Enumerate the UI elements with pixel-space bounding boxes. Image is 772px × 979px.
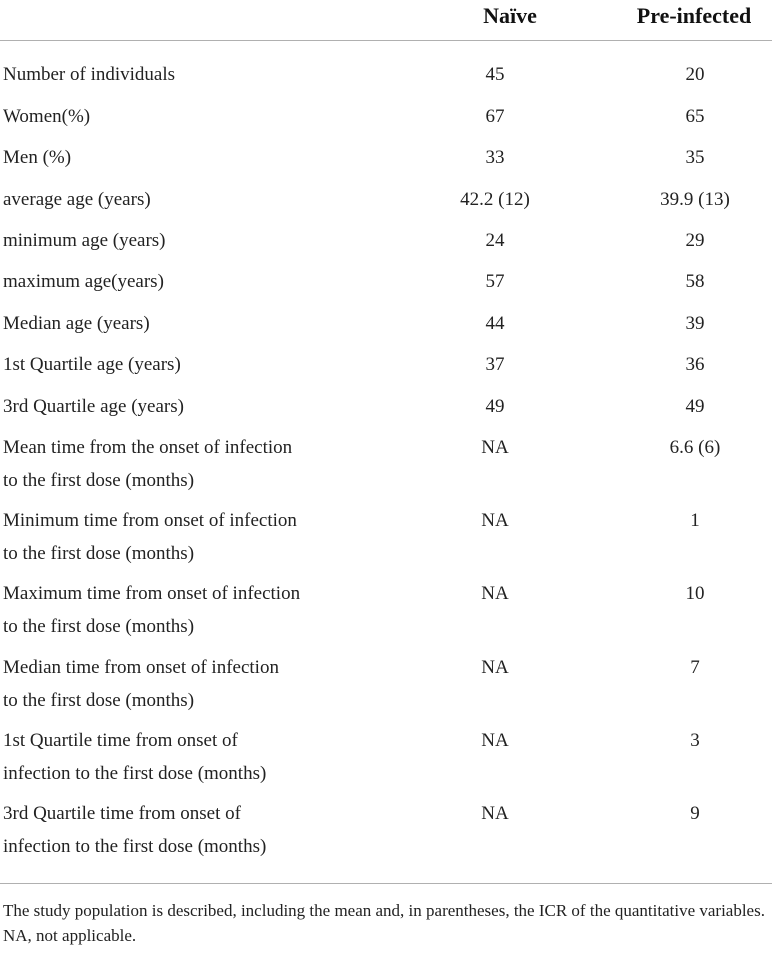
naive-value: 57 [485,271,505,292]
naive-value: NA [481,657,509,678]
naive-value: NA [481,583,509,604]
naive-value: NA [481,730,509,751]
row-label: 3rd Quartile age (years) [3,396,184,417]
pre-infected-value: 6.6 (6) [669,437,721,458]
pre-infected-value: 29 [685,230,705,251]
row-label: 1st Quartile time from onset of infection to the first dose (months) [3,730,267,784]
pre-infected-value: 39 [685,313,705,334]
pre-infected-value: 58 [685,271,705,292]
row-label: 1st Quartile age (years) [3,354,181,375]
pre-infected-value: 36 [685,354,705,375]
row-label: Mean time from the onset of infection to the first dose (months) [3,437,293,491]
naive-value: 24 [485,230,505,251]
row-label: Men (%) [3,147,72,168]
pre-infected-value: 39.9 (13) [660,189,730,210]
pre-infected-value: 65 [685,106,705,127]
row-label: Minimum time from onset of infection to the first dose (months) [3,510,297,564]
pre-infected-value: 35 [685,147,705,168]
row-label: maximum age(years) [3,271,164,292]
column-header-naive: Naïve [483,3,537,28]
pre-infected-value: 9 [690,803,700,824]
naive-value: 45 [485,64,505,85]
pre-infected-value: 49 [685,396,705,417]
naive-value: 42.2 (12) [460,189,530,210]
pre-infected-value: 10 [685,583,705,604]
footer-divider [0,883,772,884]
naive-value: NA [481,803,509,824]
footnote-description: The study population is described, including the mean and, in parentheses, the ICR of the quantitative variables. [3,901,765,920]
naive-value: 49 [485,396,505,417]
footnote-abbreviation: NA, not applicable. [3,926,137,945]
row-label: minimum age (years) [3,230,166,251]
row-label: Median age (years) [3,313,150,334]
naive-value: NA [481,510,509,531]
row-label: average age (years) [3,189,151,210]
naive-value: NA [481,437,509,458]
pre-infected-value: 1 [690,510,700,531]
row-label: Maximum time from onset of infection to the first dose (months) [3,583,301,637]
pre-infected-value: 7 [690,657,700,678]
row-label: Number of individuals [3,64,176,85]
naive-value: 33 [485,147,505,168]
naive-value: 37 [485,354,505,375]
row-label: Median time from onset of infection to the first dose (months) [3,657,279,711]
header-divider [0,40,772,41]
table-footnote [3,898,771,948]
pre-infected-value: 3 [690,730,700,751]
column-header-pre-infected: Pre-infected [636,3,752,28]
table-header [0,0,772,42]
naive-value: 67 [485,106,505,127]
row-label: 3rd Quartile time from onset of infection to the first dose (months) [3,803,267,857]
pre-infected-value: 20 [685,64,705,85]
row-label: Women(%) [3,106,91,127]
naive-value: 44 [485,313,505,334]
